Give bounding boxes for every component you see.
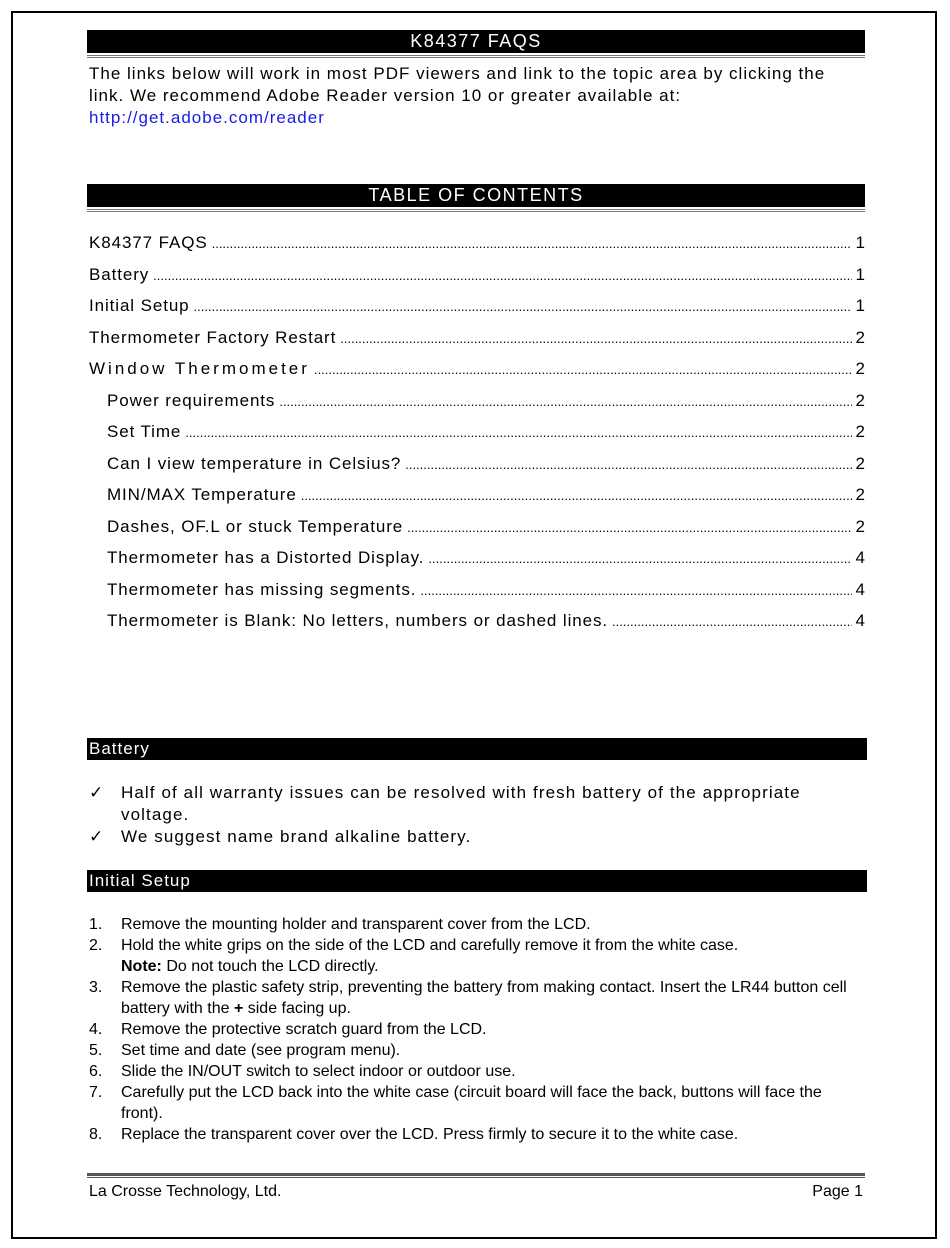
toc-item-label: Thermometer is Blank: No letters, numbers or dashed lines.: [107, 611, 608, 630]
document-content: [87, 30, 865, 1143]
intro-text: The links below will work in most PDF viewers and link to the topic area by clicking the link. We recommend Adobe Reader version 10 or greater available at:: [89, 64, 826, 105]
toc-subitem[interactable]: [87, 422, 865, 454]
note-text: Do not touch the LCD directly.: [161, 958, 379, 975]
footer-page-number: Page 1: [812, 1183, 863, 1200]
toc-subitem[interactable]: [87, 548, 865, 580]
setup-step: [87, 935, 865, 977]
adobe-reader-link[interactable]: http://get.adobe.com/reader: [89, 108, 325, 127]
toc-leader: [340, 331, 851, 346]
toc-title: TABLE OF CONTENTS: [87, 184, 865, 207]
toc-item-label: Window Thermometer: [89, 359, 310, 378]
step-text: side facing up.: [243, 1000, 351, 1017]
toc-item-page: 4: [855, 611, 865, 630]
toc-item-label: Thermometer has a Distorted Display.: [107, 548, 425, 567]
step-text: Set time and date (see program menu).: [121, 1042, 401, 1059]
toc-subitem[interactable]: [87, 517, 865, 549]
toc-item-label: MIN/MAX Temperature: [107, 485, 297, 504]
step-text: Remove the plastic safety strip, preventing the battery from making contact. Insert the LR44 button cell battery with the: [121, 979, 847, 1017]
step-body: [121, 977, 865, 1019]
toc-item-page: 1: [855, 233, 865, 252]
step-number: 2.: [89, 937, 103, 954]
battery-item-text: We suggest name brand alkaline battery.: [121, 827, 472, 846]
step-number: 8.: [89, 1126, 103, 1143]
toc-item-page: 2: [855, 359, 865, 378]
toc-leader: [314, 362, 852, 377]
step-number: 3.: [89, 979, 103, 996]
toc-item-label: Dashes, OF.L or stuck Temperature: [107, 516, 404, 536]
step-number: 6.: [89, 1063, 103, 1080]
toc-leader: [420, 583, 851, 598]
toc-header: [87, 184, 865, 212]
toc-leader: [612, 614, 852, 629]
step-body: [121, 935, 738, 977]
toc-leader: [185, 425, 851, 440]
setup-step: [87, 1124, 865, 1145]
step-number: 5.: [89, 1042, 103, 1059]
toc-item-label: K84377 FAQS: [89, 233, 208, 252]
toc-item-page: 2: [855, 422, 865, 441]
setup-step: [87, 1061, 865, 1082]
toc-subitem[interactable]: [87, 454, 865, 486]
toc-item[interactable]: [87, 328, 865, 360]
toc-item-page: 4: [855, 579, 865, 599]
setup-steps: [87, 914, 865, 1145]
toc-item-page: 2: [855, 485, 865, 504]
toc-item[interactable]: [87, 359, 865, 391]
setup-section-title: Initial Setup: [87, 870, 867, 892]
toc-leader: [194, 299, 852, 314]
toc-leader: [301, 488, 852, 503]
toc-item[interactable]: [87, 265, 865, 297]
step-number: 7.: [89, 1084, 103, 1101]
toc-subitem[interactable]: [87, 391, 865, 423]
step-text: Remove the protective scratch guard from the LCD.: [121, 1021, 487, 1038]
toc-list: [87, 233, 865, 643]
toc-subitem[interactable]: [87, 485, 865, 517]
page-title: K84377 FAQS: [87, 30, 865, 53]
toc-item-page: 2: [855, 327, 865, 347]
footer-company: La Crosse Technology, Ltd.: [89, 1183, 282, 1200]
title-rule: [87, 55, 865, 58]
battery-section-title: Battery: [87, 738, 867, 760]
toc-item-page: 2: [855, 390, 865, 410]
note-label: Note:: [121, 958, 162, 975]
toc-item-page: 2: [855, 453, 865, 473]
checkmark-icon: ✓: [89, 827, 105, 846]
toc-leader: [428, 551, 851, 566]
step-text: Slide the IN/OUT switch to select indoor or outdoor use.: [121, 1063, 516, 1080]
battery-item-text: Half of all warranty issues can be resolved with fresh battery of the appropriate voltage.: [121, 783, 801, 824]
toc-item-page: 2: [855, 516, 865, 536]
checkmark-icon: ✓: [89, 783, 105, 802]
setup-step: [87, 977, 865, 1019]
toc-item-page: 1: [855, 264, 865, 284]
toc-item-page: 1: [855, 296, 865, 315]
plus-sign: +: [233, 1000, 244, 1017]
toc-leader: [279, 394, 851, 409]
toc-leader: [212, 236, 852, 251]
setup-step: [87, 1082, 865, 1124]
page-footer: [89, 1183, 863, 1201]
step-text: Hold the white grips on the side of the LCD and carefully remove it from the white case.: [121, 937, 739, 954]
step-text: Replace the transparent cover over the LCD. Press firmly to secure it to the white case.: [121, 1126, 739, 1143]
setup-step: [87, 1040, 865, 1061]
toc-item[interactable]: [87, 296, 865, 328]
intro-paragraph: [87, 63, 865, 129]
footer-rule: [87, 1173, 865, 1178]
step-text: Carefully put the LCD back into the white case (circuit board will face the back, buttons will face the front).: [121, 1084, 822, 1122]
step-number: 1.: [89, 916, 103, 933]
toc-leader: [407, 520, 851, 535]
toc-item-page: 4: [855, 548, 865, 567]
battery-item: [87, 782, 865, 826]
toc-item[interactable]: [87, 233, 865, 265]
toc-item-label: Initial Setup: [89, 296, 190, 315]
toc-item-label: Battery: [89, 264, 150, 284]
battery-item: [87, 826, 865, 848]
setup-step: [87, 914, 865, 935]
toc-item-label: Thermometer has missing segments.: [107, 579, 417, 599]
toc-subitem[interactable]: [87, 611, 865, 643]
toc-leader: [153, 268, 851, 283]
toc-item-label: Thermometer Factory Restart: [89, 327, 337, 347]
battery-list: [87, 782, 865, 848]
setup-step: [87, 1019, 865, 1040]
toc-subitem[interactable]: [87, 580, 865, 612]
step-number: 4.: [89, 1021, 103, 1038]
toc-item-label: Power requirements: [107, 390, 276, 410]
toc-rule: [87, 209, 865, 212]
step-text: Remove the mounting holder and transparent cover from the LCD.: [121, 916, 591, 933]
toc-leader: [405, 457, 851, 472]
toc-item-label: Set Time: [107, 422, 182, 441]
toc-item-label: Can I view temperature in Celsius?: [107, 453, 402, 473]
